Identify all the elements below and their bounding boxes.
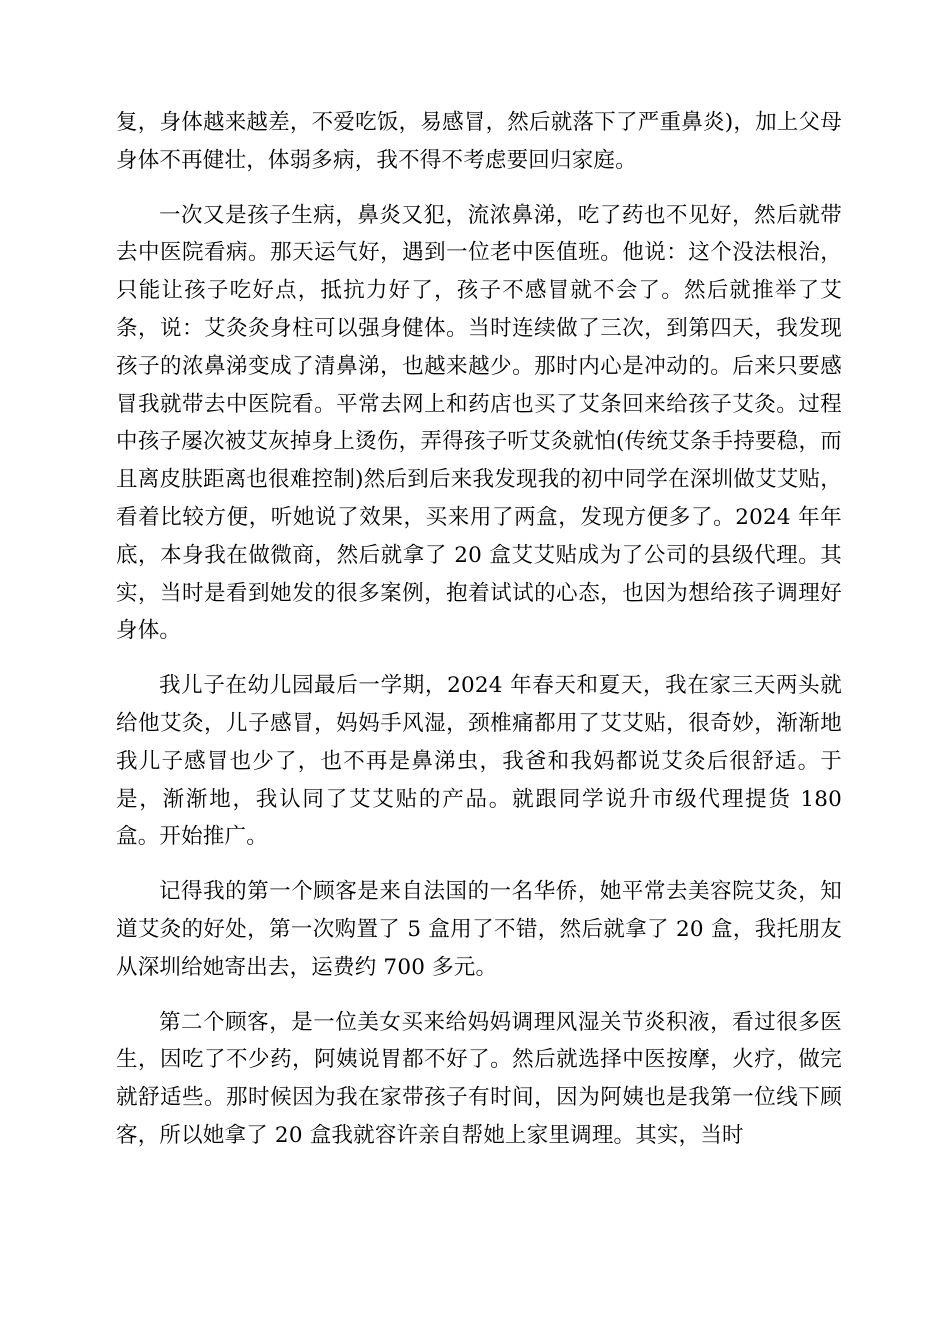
document-page: [116, 104, 842, 1155]
paragraph-3: 我儿子在幼儿园最后一学期，2024 年春天和夏天，我在家三天两头就给他艾灸，儿子感冒，妈妈手风湿，颈椎痛都用了艾艾贴，很奇妙，渐渐地我儿子感冒也少了，也不再是鼻涕虫，我爸和我妈都说艾灸后很舒适。于是，渐渐地，我认同了艾艾贴的产品。就跟同学说升市级代理提货 180 盒。开始推广。: [116, 673, 842, 850]
paragraph-1: 复，身体越来越差，不爱吃饭，易感冒，然后就落下了严重鼻炎)，加上父母身体不再健壮，体弱多病，我不得不考虑要回归家庭。: [116, 110, 842, 173]
paragraph-4: 记得我的第一个顾客是来自法国的一名华侨，她平常去美容院艾灸，知道艾灸的好处，第一次购置了 5 盒用了不错，然后就拿了 20 盒，我托朋友从深圳给她寄出去，运费约 700 多元。: [116, 879, 842, 980]
paragraph-5: 第二个顾客，是一位美女买来给妈妈调理风湿关节炎积液，看过很多医生，因吃了不少药，阿姨说胃都不好了。然后就选择中医按摩，火疗，做完就舒适些。那时候因为我在家带孩子有时间，因为阿姨也是我第一位线下顾客，所以她拿了 20 盒我就容许亲自帮她上家里调理。其实，当时: [116, 1009, 842, 1148]
paragraph-2: 一次又是孩子生病，鼻炎又犯，流浓鼻涕，吃了药也不见好，然后就带去中医院看病。那天运气好，遇到一位老中医值班。他说：这个没法根治，只能让孩子吃好点，抵抗力好了，孩子不感冒就不会了。然后就推举了艾条，说：艾灸灸身柱可以强身健体。当时连续做了三次，到第四天，我发现孩子的浓鼻涕变成了清鼻涕，也越来越少。那时内心是冲动的。后来只要感冒我就带去中医院看。平常去网上和药店也买了艾条回来给孩子艾灸。过程中孩子屡次被艾灰掉身上烫伤，弄得孩子听艾灸就怕(传统艾条手持要稳，而且离皮肤距离也很难控制)然后到后来我发现我的初中同学在深圳做艾艾贴，看着比较方便，听她说了效果，买来用了两盒，发现方便多了。2024 年年底，本身我在做微商，然后就拿了 20 盒艾艾贴成为了公司的县级代理。其实，当时是看到她发的很多案例，抱着试试的心态，也因为想给孩子调理好身体。: [116, 202, 842, 644]
